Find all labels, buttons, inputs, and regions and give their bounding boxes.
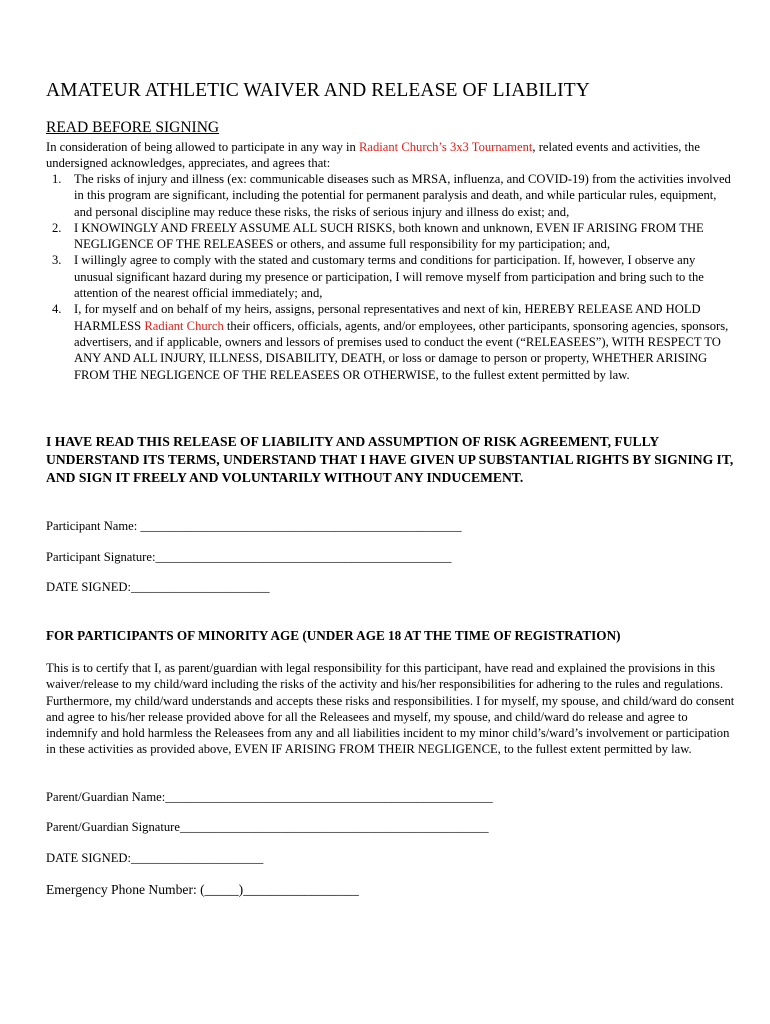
minor-section-heading: FOR PARTICIPANTS OF MINORITY AGE (UNDER AGE 18 AT THE TIME OF REGISTRATION) (46, 628, 621, 643)
list-item-number: 4. (52, 302, 62, 317)
intro-text-start: In consideration of being allowed to participate in any way in (46, 140, 359, 154)
list-item-text: I willingly agree to comply with the stated and customary terms and conditions for participation. If, however, I observe any unusual significant hazard during my presence or participation, I will remove myself from participation and bring such to the attention of the nearest official immediately; and, (74, 253, 704, 301)
list-item-number: 1. (52, 172, 62, 186)
acknowledgement-list (46, 171, 736, 383)
list-item (46, 171, 736, 220)
list-item-text-start: I, for myself and on behalf of my heirs, assigns, personal representatives and next of kin, HEREBY RELEASE AND HOLD HARMLESS (74, 302, 701, 333)
list-item (46, 220, 736, 253)
participant-signature-field[interactable]: Participant Signature:_______________________________________________ (46, 550, 452, 564)
guardian-signature-field[interactable]: Parent/Guardian Signature_________________________________________________ (46, 820, 489, 834)
participant-name-field[interactable]: Participant Name: ___________________________________________________ (46, 519, 462, 533)
document-title: AMATEUR ATHLETIC WAIVER AND RELEASE OF LIABILITY (46, 80, 590, 101)
list-item-number: 3. (52, 253, 62, 268)
participant-date-field[interactable]: DATE SIGNED:______________________ (46, 580, 270, 594)
list-item (46, 252, 736, 301)
church-name: Radiant Church (144, 318, 224, 333)
guardian-date-field[interactable]: DATE SIGNED:_____________________ (46, 851, 264, 865)
tournament-name: Radiant Church’s 3x3 Tournament (359, 140, 533, 154)
intro-text-end: , related events and activities, the undersigned acknowledges, appreciates, and agrees that: (46, 140, 700, 171)
guardian-name-field[interactable]: Parent/Guardian Name:____________________________________________________ (46, 790, 493, 804)
list-item-text: I KNOWINGLY AND FREELY ASSUME ALL SUCH RISKS, both known and unknown, EVEN IF ARISING FROM THE NEGLIGENCE OF THE RELEASEES or others, and assume full responsibility for my participation; and, (74, 220, 704, 252)
list-item-text-end: their officers, officials, agents, and/or employees, other participants, sponsoring agencies, sponsors, advertisers, and if applicable, owners and lessors of premises used to conduct the event (“RELEASEES”), WITH RESPECT TO ANY AND ALL INJURY, ILLNESS, DISABILITY, DEATH, or loss or damage to person or property, WHETHER ARISING FROM THE NEGLIGENCE OF THE RELEASEES OR OTHERWISE, to the fullest extent permitted by law. (74, 318, 729, 382)
list-item-text: The risks of injury and illness (ex: communicable diseases such as MRSA, influenza, and COVID-19) from the activities involved in this program are significant, including the potential for permanent paralysis and death, and while particular rules, equipment, and personal discipline may reduce these risks, the risks of serious injury and illness do exist; and, (74, 172, 731, 219)
list-item-number: 2. (52, 220, 62, 235)
list-item (46, 301, 736, 382)
read-before-signing-heading: READ BEFORE SIGNING (46, 119, 220, 136)
acknowledgement-statement: I HAVE READ THIS RELEASE OF LIABILITY AND ASSUMPTION OF RISK AGREEMENT, FULLY UNDERSTAND ITS TERMS, UNDERSTAND THAT I HAVE GIVEN UP SUBSTANTIAL RIGHTS BY SIGNING IT, AND SIGN IT FREELY AND VOLUNTARILY WITHOUT ANY INDUCEMENT. (46, 434, 734, 485)
emergency-phone-field[interactable]: Emergency Phone Number: (_____)_________________ (46, 882, 359, 897)
minor-section-paragraph: This is to certify that I, as parent/guardian with legal responsibility for this participant, have read and explained the provisions in this waiver/release to my child/ward including the risks of the activity and his/her responsibilities for adhering to the rules and regulations. Furthermore, my child/ward understands and accepts these risks and responsibilities. I for myself, my spouse, and child/ward do consent and agree to his/her release provided above for all the Releasees and myself, my spouse, and child/ward do release and agree to indemnify and hold harmless the Releasees from any and all liabilities incident to my minor child’s/ward’s involvement or participation in these activities as provided above, EVEN IF ARISING FROM THEIR NEGLIGENCE, to the fullest extent permitted by law. (46, 661, 735, 757)
intro-paragraph (46, 139, 736, 172)
